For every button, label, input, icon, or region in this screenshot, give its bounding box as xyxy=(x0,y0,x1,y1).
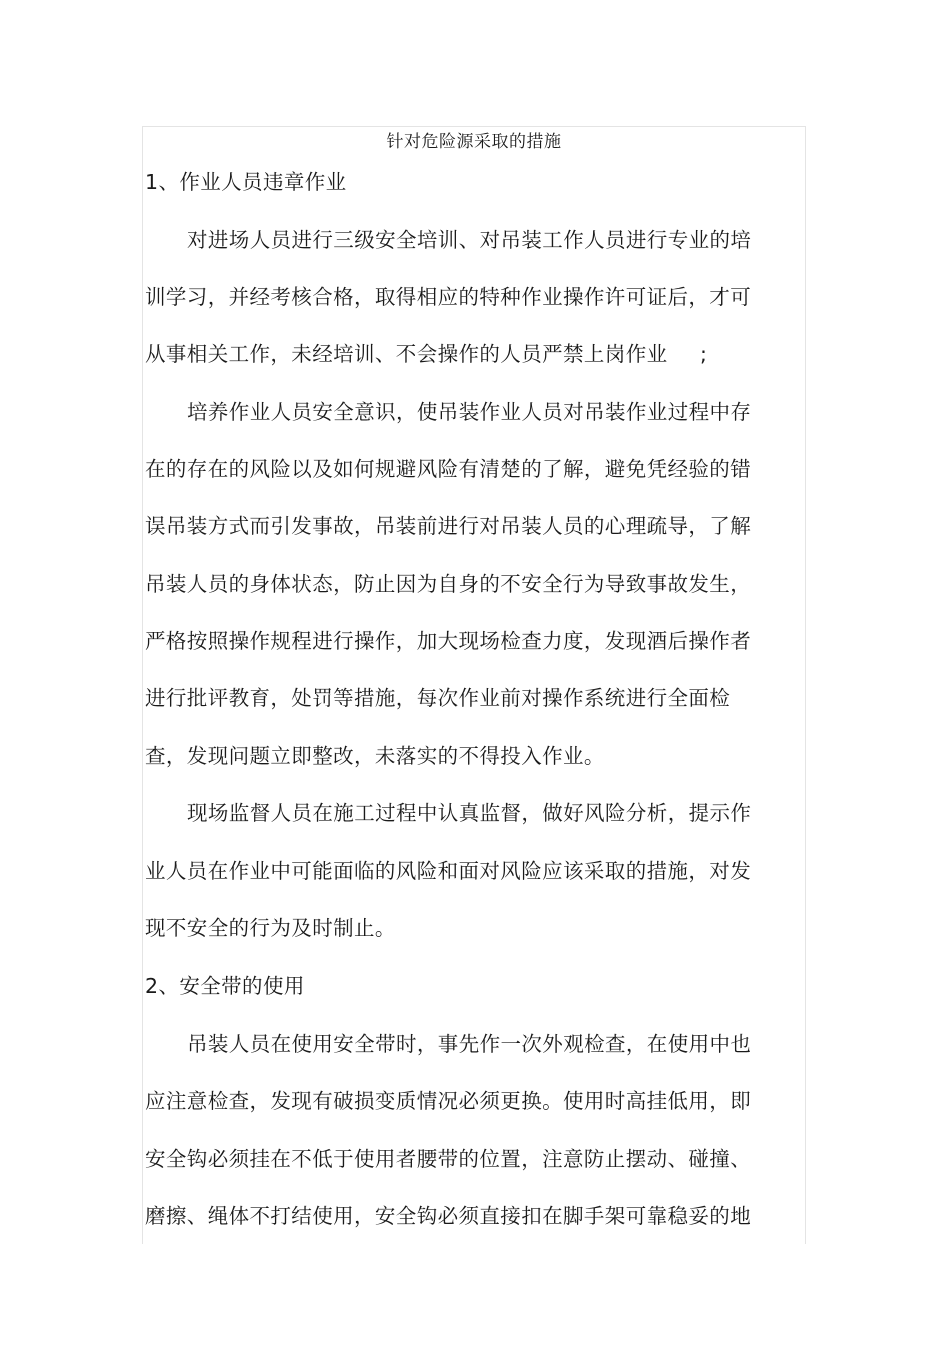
paragraph-line: 现不安全的行为及时制止。 xyxy=(145,916,396,940)
document-title: 针对危险源采取的措施 xyxy=(386,132,562,152)
paragraph-line: 现场监督人员在施工过程中认真监督，做好风险分析，提示作 xyxy=(187,801,752,825)
paragraph-line: 在的存在的风险以及如何规避风险有清楚的了解，避免凭经验的错 xyxy=(145,457,752,481)
paragraph-line: 严格按照操作规程进行操作，加大现场检查力度，发现酒后操作者 xyxy=(145,629,752,653)
paragraph-line: 误吊装方式而引发事故，吊装前进行对吊装人员的心理疏导，了解 xyxy=(145,514,752,538)
paragraph-line: 吊装人员在使用安全带时，事先作一次外观检查，在使用中也 xyxy=(187,1032,752,1056)
paragraph-line: 应注意检查，发现有破损变质情况必须更换。使用时高挂低用，即 xyxy=(145,1089,752,1113)
paragraph-line: 进行批评教育，处罚等措施，每次作业前对操作系统进行全面检 xyxy=(145,686,731,710)
paragraph-line: 安全钩必须挂在不低于使用者腰带的位置，注意防止摆动、碰撞、 xyxy=(145,1147,752,1171)
section-heading-1: 1、作业人员违章作业 xyxy=(145,170,347,194)
paragraph-line: 从事相关工作，未经培训、不会操作的人员严禁上岗作业 xyxy=(145,342,668,366)
paragraph-line: 训学习，并经考核合格，取得相应的特种作业操作许可证后，才可 xyxy=(145,285,752,309)
paragraph-line: 对进场人员进行三级安全培训、对吊装工作人员进行专业的培 xyxy=(187,228,752,252)
section-heading-2: 2、安全带的使用 xyxy=(145,974,305,998)
paragraph-line: 查，发现问题立即整改，未落实的不得投入作业。 xyxy=(145,744,605,768)
paragraph-line: 吊装人员的身体状态，防止因为自身的不安全行为导致事故发生， xyxy=(145,572,752,596)
semicolon-mark: ; xyxy=(700,342,707,366)
paragraph-line: 培养作业人员安全意识，使吊装作业人员对吊装作业过程中存 xyxy=(187,400,752,424)
paragraph-line: 磨擦、绳体不打结使用，安全钩必须直接扣在脚手架可靠稳妥的地 xyxy=(145,1204,752,1228)
paragraph-line: 业人员在作业中可能面临的风险和面对风险应该采取的措施，对发 xyxy=(145,859,752,883)
